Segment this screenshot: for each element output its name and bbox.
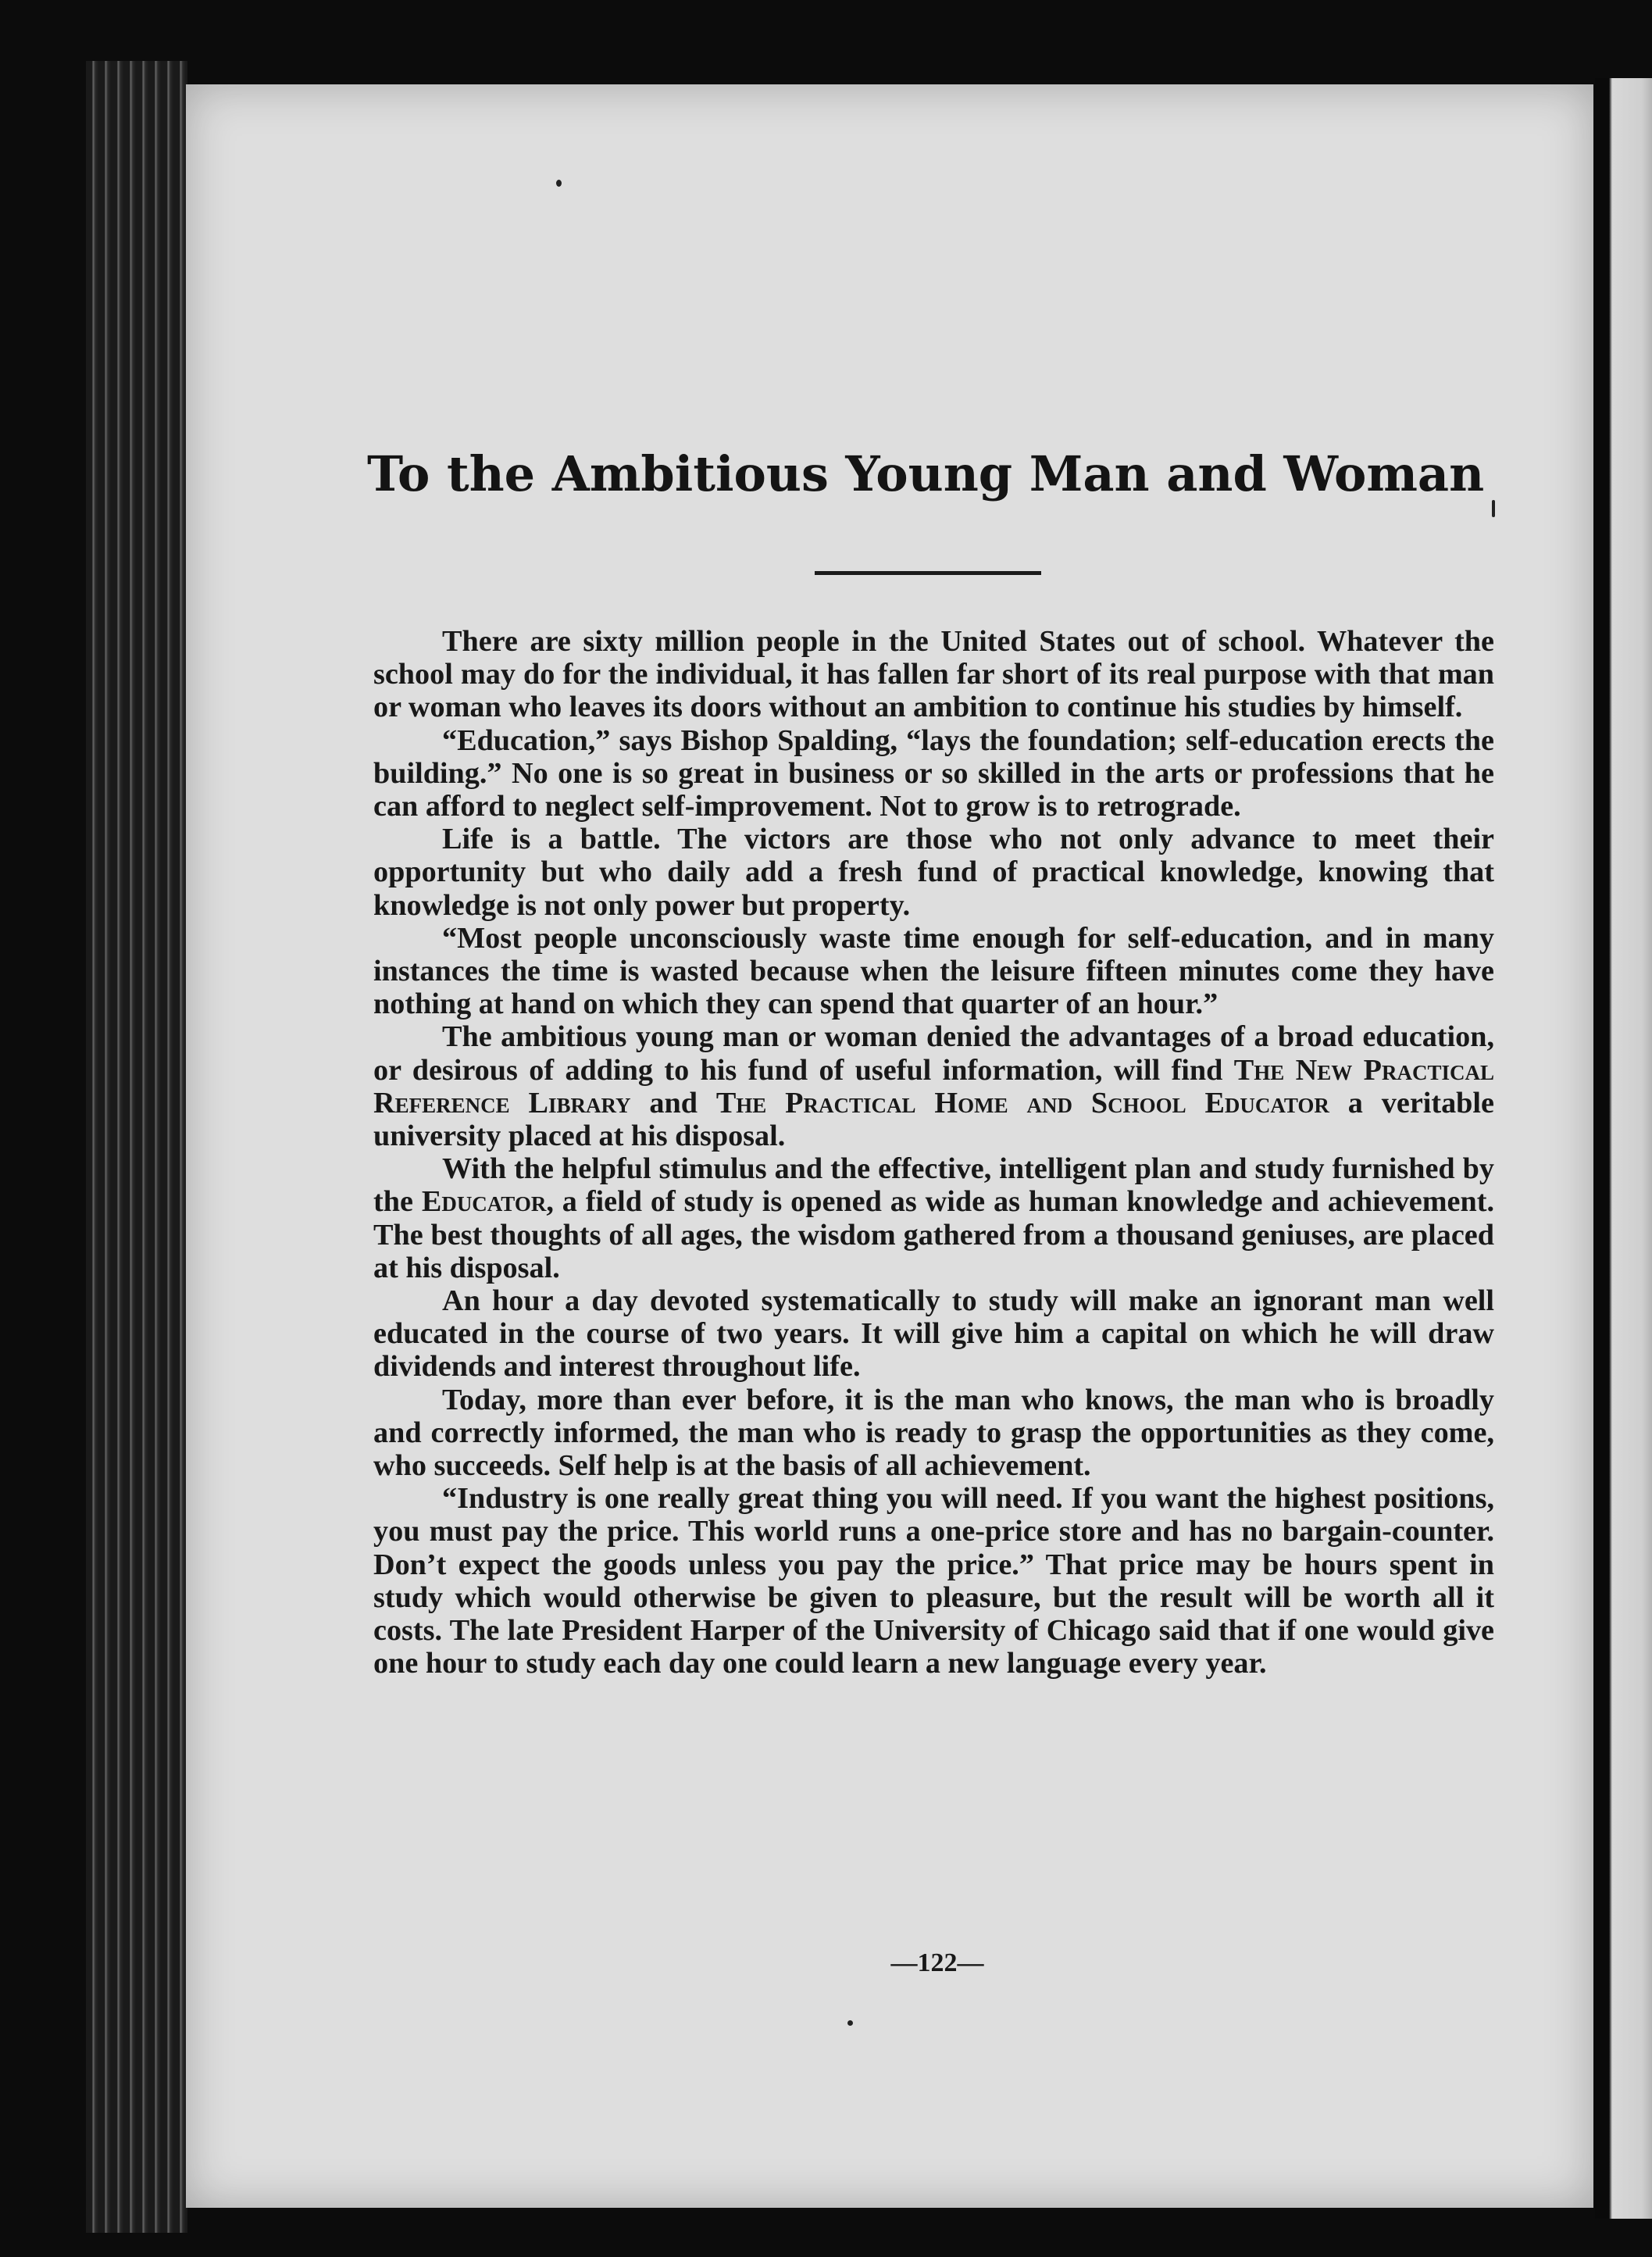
book-title: The New Practical Reference Library	[373, 1053, 1494, 1120]
paper-speck	[1492, 500, 1495, 517]
book-page-edges	[86, 61, 187, 2233]
article-body	[373, 625, 1494, 1680]
paragraph: “Education,” says Bishop Spalding, “lays the foundation; self-education erects the building.” No one is so great in business or so skilled in the arts or professions that he can afford to neglect self-improvement. Not to grow is to retrograde.	[373, 723, 1494, 823]
paper-speck	[556, 180, 562, 187]
paragraph: There are sixty million people in the United States out of school. Whatever the school may do for the individual, it has fallen far short of its real purpose with that man or woman who leaves its doors without an ambition to continue his studies by himself.	[373, 625, 1494, 724]
title-divider	[815, 571, 1041, 575]
page-title: To the Ambitious Young Man and Woman	[367, 445, 1485, 502]
paragraph: “Industry is one really great thing you will need. If you want the highest positions, you must pay the price. This world runs a one-price store and has no bargain-counter. Don’t expect the goods unless you pay the price.” That price may be hours spent in study which would otherwise be given to pleasure, but the result will be worth all it costs. The late President Harper of the University of Chicago said that if one would give one hour to study each day one could learn a new language every year.	[373, 1482, 1494, 1680]
paragraph: With the helpful stimulus and the effective, intelligent plan and study furnished by the Educator, a field of study is opened as wide as human knowledge and achievement. The best thoughts of all ages, the wisdom gathered from a thousand geniuses, are placed at his disposal.	[373, 1152, 1494, 1284]
paper-speck	[847, 2020, 853, 2026]
paragraph: “Most people unconsciously waste time enough for self-education, and in many instances the time is wasted because when the leisure fifteen minutes come they have nothing at hand on which they can spend that quarter of an hour.”	[373, 921, 1494, 1021]
page-number: —122—	[890, 1948, 984, 1977]
paragraph: The ambitious young man or woman denied the advantages of a broad education, or desirous of adding to his fund of useful information, will find The New Practical Reference Library and The Practical Home and School Educator a veritable university placed at his disposal.	[373, 1020, 1494, 1153]
book-title: Educator	[421, 1185, 547, 1219]
paragraph: Life is a battle. The victors are those who not only advance to meet their opportunity but who daily add a fresh fund of practical knowledge, knowing that knowledge is not only power but property.	[373, 823, 1494, 922]
paragraph: An hour a day devoted systematically to study will make an ignorant man well educated in the course of two years. It will give him a capital on which he will draw dividends and interest throughout life.	[373, 1284, 1494, 1384]
paragraph: Today, more than ever before, it is the man who knows, the man who is broadly and correctly informed, the man who is ready to grasp the opportunities as they come, who succeeds. Self help is at the basis of all achievement.	[373, 1383, 1494, 1483]
facing-page-edge	[1595, 78, 1652, 2219]
book-title: The Practical Home and School Educator	[715, 1086, 1329, 1120]
